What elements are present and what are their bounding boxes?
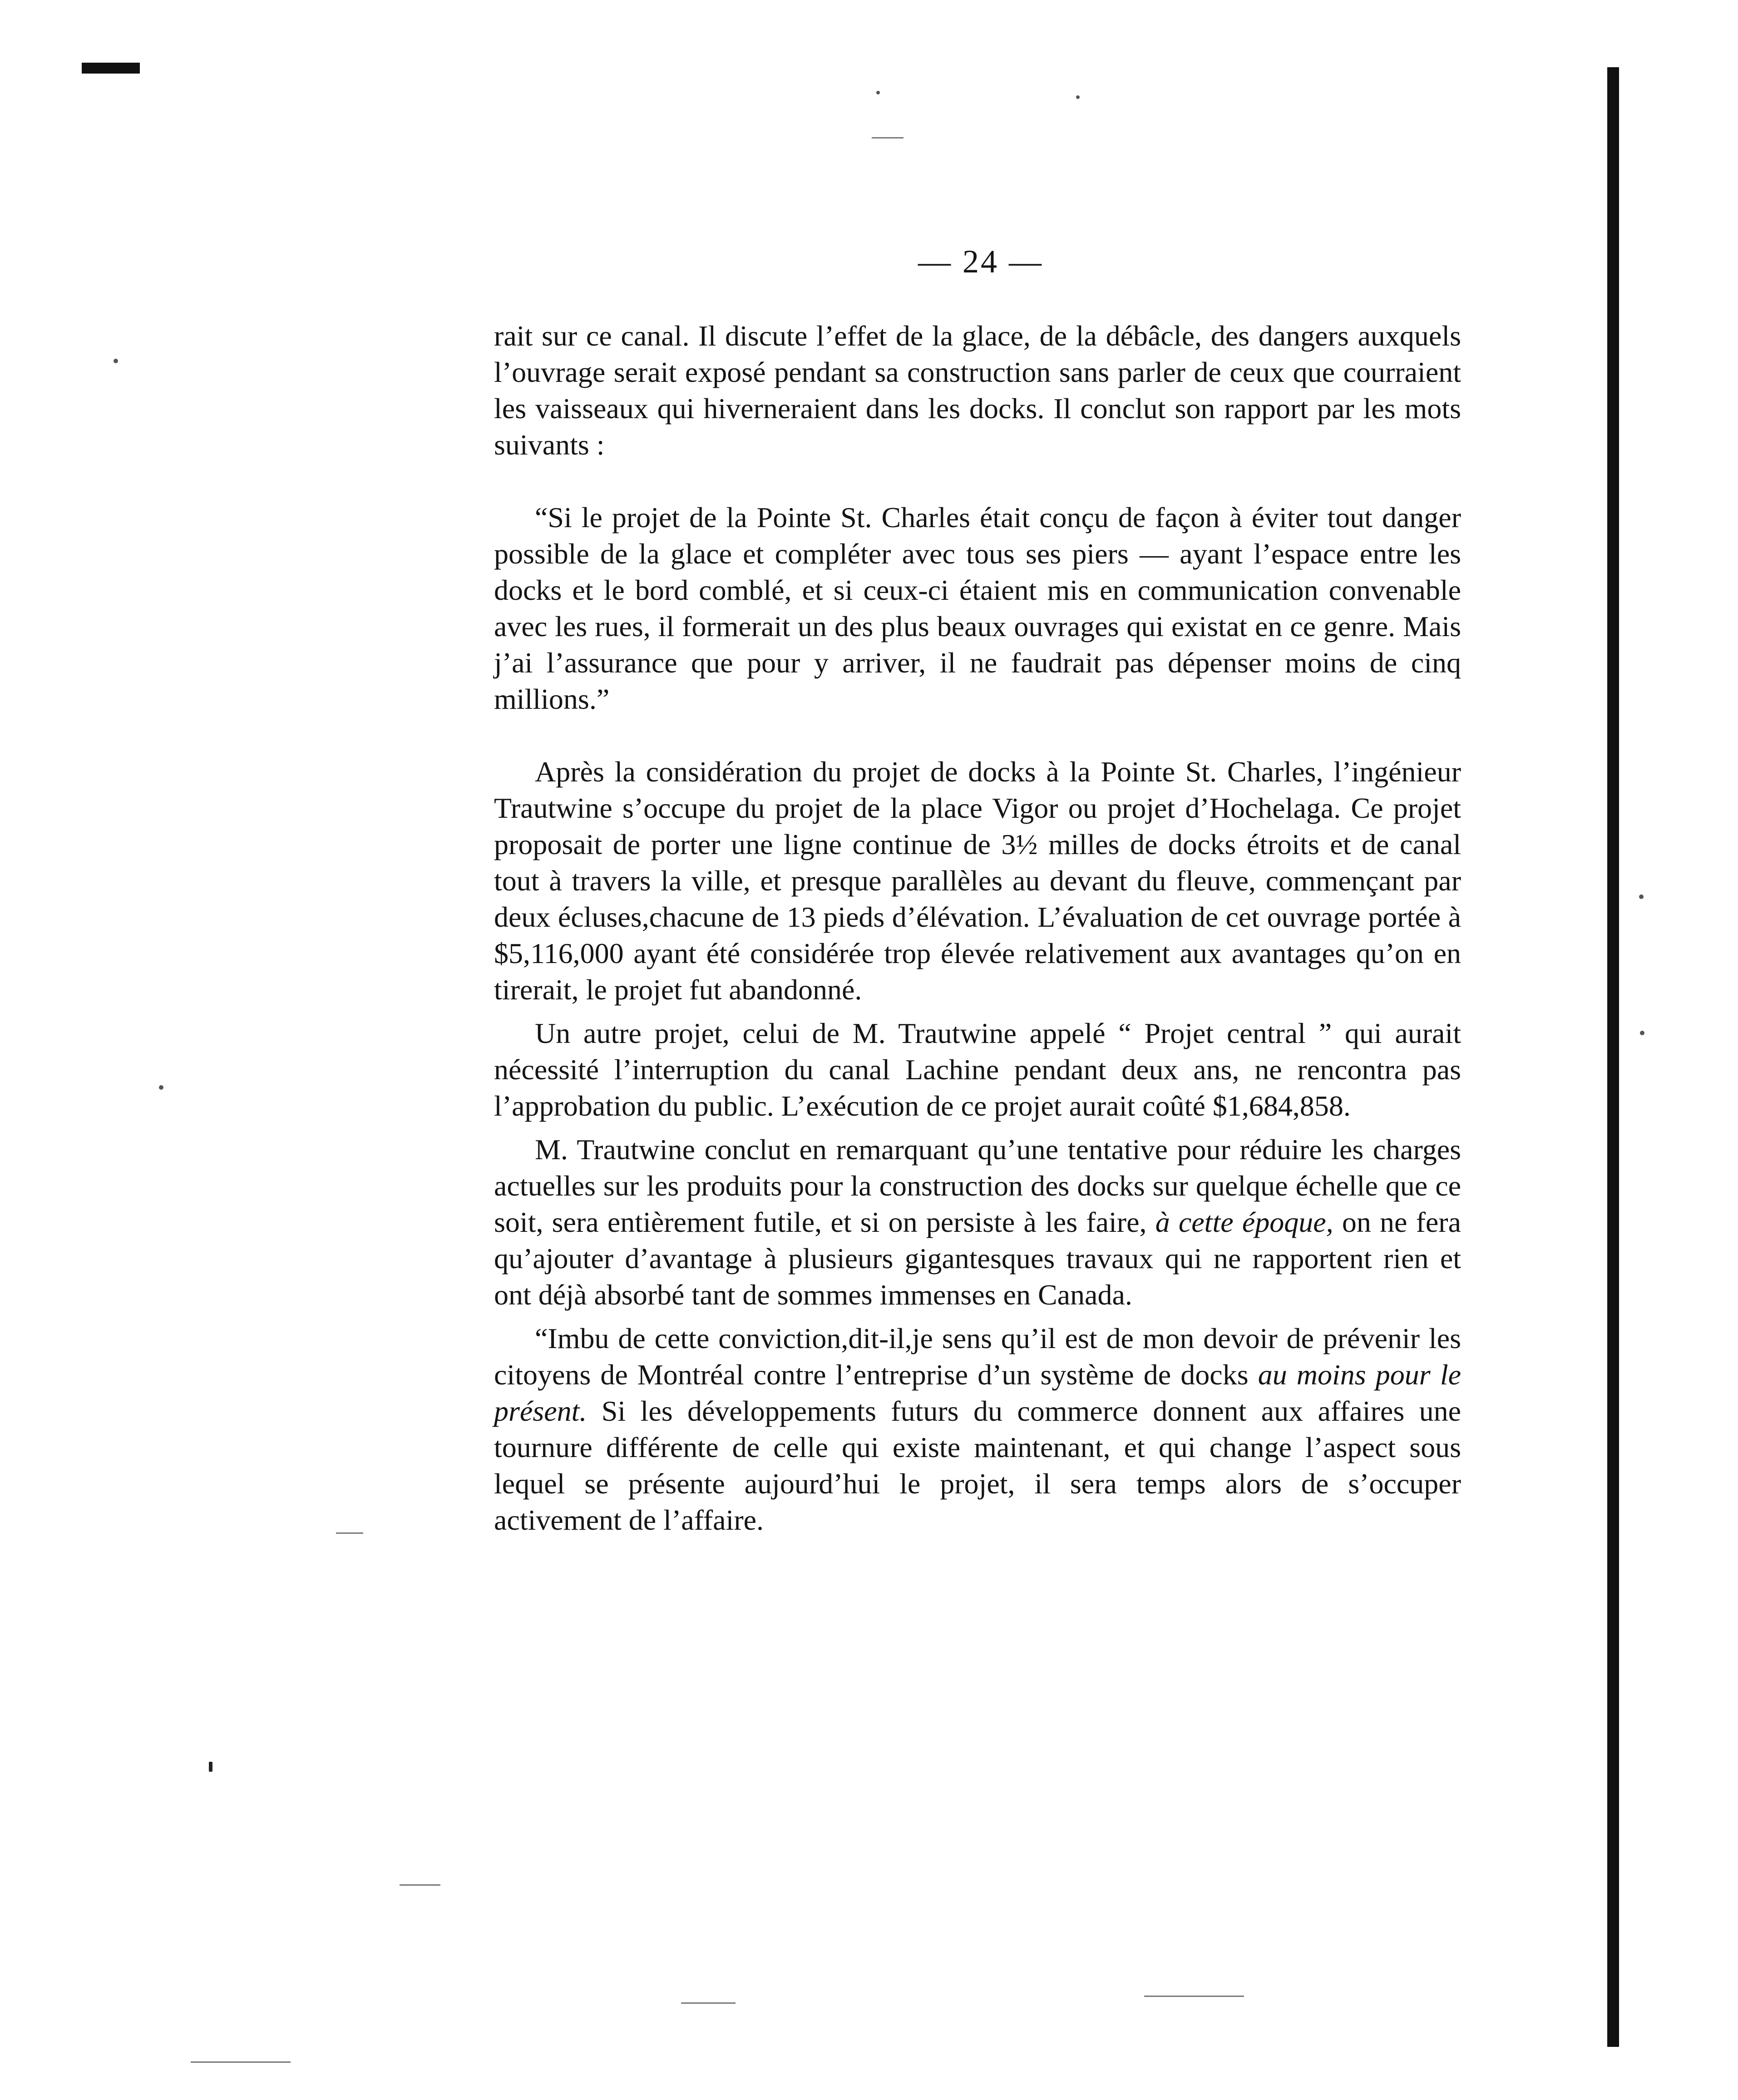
paragraph-trautwine-conclusion [494,1132,1461,1313]
scan-speck [1639,894,1644,899]
paragraph-text: M. Trautwine conclut en remarquant qu’une tentative pour réduire les charges actuelles sur les produits pour la construction des docks sur quelque échelle que ce soit, sera entièrement futile, et si on persiste à les faire, [494,1133,1461,1238]
scan-dash [191,2061,291,2063]
scan-dash [400,1884,440,1886]
scan-dash [336,1532,363,1534]
paragraph-text: on ne fera qu’ajouter d’avantage à plusieurs gigantesques travaux qui ne rapportent rien et ont déjà absorbé tant de sommes immenses en Canada. [494,1206,1462,1311]
italic-phrase: à cette époque, [1155,1206,1333,1238]
paragraph-quotation: “Si le projet de la Pointe St. Charles était conçu de façon à éviter tout danger possible de la glace et compléter avec tous ses piers — ayant l’espace entre les docks et le bord comblé, et si ceux-ci étaient mis en communication convenable avec les rues, il formerait un des plus beaux ouvrages qui existat en ce genre. Mais j’ai l’assurance que pour y arriver, il ne faudrait pas dépenser moins de cinq millions.” [494,501,1461,715]
paragraph-text: Si les développements futurs du commerce donnent aux affaires une tournure différente de celle qui existe maintenant, et qui change l’aspect sous lequel se présente aujourd’hui le projet, il sera temps alors de s’occuper activement de l’affaire. [494,1395,1461,1536]
body-text [494,318,1461,1538]
scan-dash [681,2002,736,2004]
scan-speck [1640,1031,1644,1035]
scan-speck [209,1762,212,1772]
page-number: — 24 — [918,243,1043,280]
scan-speck [876,91,880,94]
paragraph-final-quotation [494,1320,1461,1538]
paragraph-continuation: rait sur ce canal. Il discute l’effet de la glace, de la débâcle, des dangers auxquels l’ouvrage serait exposé pendant sa construction sans parler de ceux que courraient les vaisseaux qui hiverneraient dans les docks. Il conclut son rapport par les mots suivants : [494,320,1461,461]
scan-mark [82,63,140,74]
paragraph-hochelaga-project: Après la considération du projet de docks à la Pointe St. Charles, l’ingénieur Trautwine s’occupe du projet de la place Vigor ou projet d’Hochelaga. Ce projet proposait de porter une ligne continue de 3½ milles de docks étroits et de canal tout à travers la ville, et presque parallèles au devant du fleuve, commençant par deux écluses,chacune de 13 pieds d’élévation. L’évaluation de cet ouvrage portée à $5,116,000 ayant été considérée trop élevée relativement aux avantages qu’on en tirerait, le projet fut abandonné. [494,756,1461,1006]
paragraph-text: “Imbu de cette conviction,dit-il,je sens qu’il est de mon devoir de prévenir les citoyens de Montréal contre l’entreprise d’un système de docks [494,1322,1461,1391]
scan-dash [1144,1996,1244,1997]
scan-speck [114,359,118,363]
scan-speck [159,1085,163,1090]
paragraph-central-project: Un autre projet, celui de M. Trautwine appelé “ Projet central ” qui aurait nécessité l’interruption du canal Lachine pendant deux ans, ne rencontra pas l’approbation du public. L’exécution de ce projet aurait coûté $1,684,858. [494,1017,1461,1122]
scan-speck [1076,95,1080,99]
italic-phrase: au moins pour le présent. [494,1359,1462,1427]
binding-edge [1607,67,1619,2047]
scan-dash [872,137,904,138]
